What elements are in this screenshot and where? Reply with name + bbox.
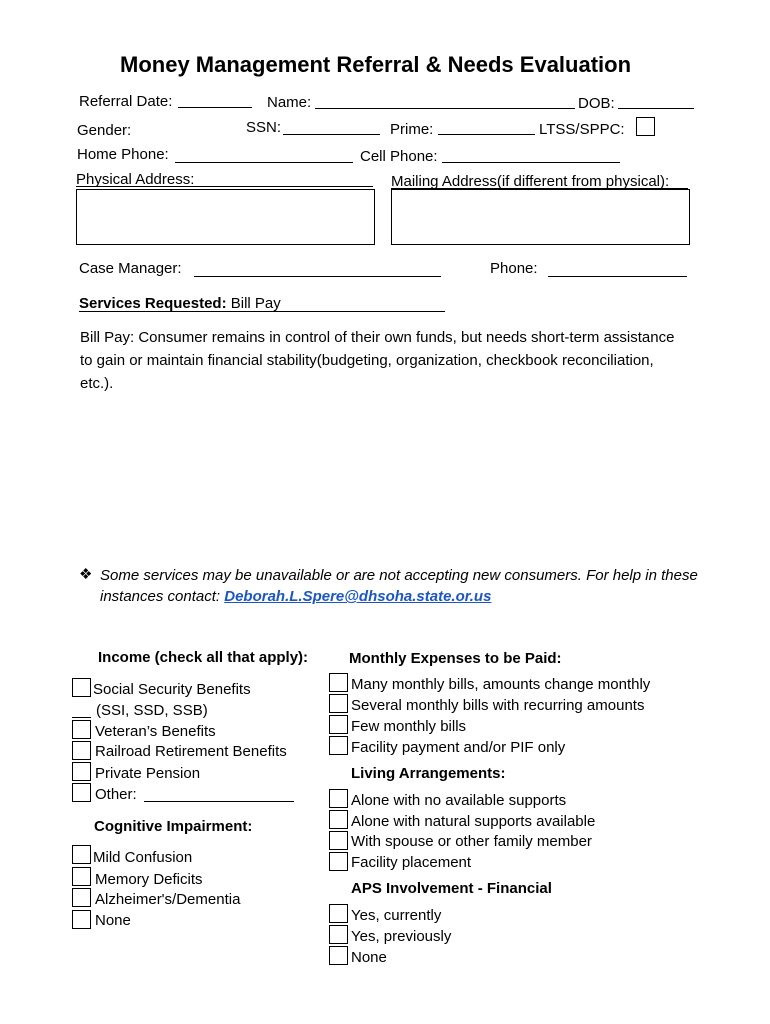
home-phone-field[interactable] [175,162,353,163]
cognitive-option-none: None [95,912,131,929]
name-field[interactable] [315,108,575,109]
aps-option-current: Yes, currently [351,907,442,924]
ssn-label: SSN: [246,119,282,136]
bill-pay-description: Bill Pay: Consumer remains in control of their own funds, but needs short-term assistance to gain or maintain financial stability(budgeting, organization, checkbook reconciliation, etc.). [80,329,675,392]
living-option-alone-supports: Alone with natural supports available [351,813,596,830]
living-checkbox-alone-none[interactable] [329,789,348,808]
income-checkbox-pension[interactable] [72,762,91,781]
prime-field[interactable] [438,134,535,135]
expenses-option-many: Many monthly bills, amounts change monthly [351,676,651,693]
gender-label: Gender: [77,122,132,139]
cell-phone-field[interactable] [442,162,620,163]
cognitive-option-mild: Mild Confusion [93,849,193,866]
income-checkbox-railroad[interactable] [72,741,91,760]
note-bullet-icon: ❖ [79,566,93,583]
expenses-checkbox-few[interactable] [329,715,348,734]
contact-email-link[interactable]: Deborah.L.Spere@dhsoha.state.or.us [224,588,492,605]
living-option-alone-none: Alone with no available supports [351,792,567,809]
income-option-veteran: Veteran’s Benefits [95,723,216,740]
income-checkbox-ssb[interactable] [72,678,91,697]
cognitive-option-alzheimers: Alzheimer's/Dementia [95,891,241,908]
cognitive-heading: Cognitive Impairment: [94,818,253,835]
aps-checkbox-current[interactable] [329,904,348,923]
cognitive-option-memory: Memory Deficits [95,871,203,888]
services-label: Services Requested: [79,295,227,312]
referral-date-label: Referral Date: [79,93,173,110]
dob-field[interactable] [618,108,694,109]
cognitive-checkbox-memory[interactable] [72,867,91,886]
income-option-ssb-detail: (SSI, SSD, SSB) [96,702,208,719]
income-heading: Income (check all that apply): [98,649,309,666]
aps-option-previous: Yes, previously [351,928,452,945]
cognitive-checkbox-none[interactable] [72,910,91,929]
case-manager-label: Case Manager: [79,260,182,277]
expenses-checkbox-facility[interactable] [329,736,348,755]
note [100,565,700,607]
ssn-field[interactable] [283,134,380,135]
income-option-railroad: Railroad Retirement Benefits [95,743,287,760]
income-option-ssb: Social Security Benefits [93,681,251,698]
living-option-facility: Facility placement [351,854,472,871]
dob-label: DOB: [578,95,615,112]
referral-date-field[interactable] [178,107,252,108]
living-checkbox-alone-supports[interactable] [329,810,348,829]
expenses-option-few: Few monthly bills [351,718,467,735]
expenses-heading: Monthly Expenses to be Paid: [349,650,562,667]
phone-field[interactable] [548,276,687,277]
income-option-other: Other: [95,786,137,803]
expenses-option-several: Several monthly bills with recurring amounts [351,697,645,714]
case-manager-field[interactable] [194,276,441,277]
living-heading: Living Arrangements: [351,765,506,782]
services-value: Bill Pay [230,295,281,312]
cell-phone-label: Cell Phone: [360,148,438,165]
prime-label: Prime: [390,121,434,138]
page-title: Money Management Referral & Needs Evaluation [120,52,632,77]
name-label: Name: [267,94,312,111]
cognitive-checkbox-alzheimers[interactable] [72,888,91,907]
expenses-checkbox-many[interactable] [329,673,348,692]
mailing-address-label: Mailing Address(if different from physical): [391,173,670,190]
aps-option-none: None [351,949,387,966]
income-other-field[interactable] [144,801,294,802]
ltss-checkbox[interactable] [636,117,655,136]
aps-checkbox-none[interactable] [329,946,348,965]
expenses-checkbox-several[interactable] [329,694,348,713]
expenses-option-facility: Facility payment and/or PIF only [351,739,566,756]
physical-address-underline [76,186,373,187]
aps-checkbox-previous[interactable] [329,925,348,944]
phone-label: Phone: [490,260,538,277]
living-checkbox-family[interactable] [329,831,348,850]
mailing-address-box[interactable] [391,189,690,245]
services-underline [79,311,445,312]
aps-heading: APS Involvement - Financial [351,880,552,897]
services-requested [79,295,281,312]
income-checkbox-other[interactable] [72,783,91,802]
cognitive-checkbox-mild[interactable] [72,845,91,864]
income-ssb-underline [72,717,91,718]
income-checkbox-veteran[interactable] [72,720,91,739]
physical-address-box[interactable] [76,189,375,245]
ltss-label: LTSS/SPPC: [539,121,625,138]
note-text: Some services may be unavailable or are not accepting new consumers. For help in these instances contact: [100,567,698,605]
home-phone-label: Home Phone: [77,146,169,163]
physical-address-label: Physical Address: [76,171,195,188]
income-option-pension: Private Pension [95,765,201,782]
living-checkbox-facility[interactable] [329,852,348,871]
living-option-family: With spouse or other family member [351,833,592,850]
